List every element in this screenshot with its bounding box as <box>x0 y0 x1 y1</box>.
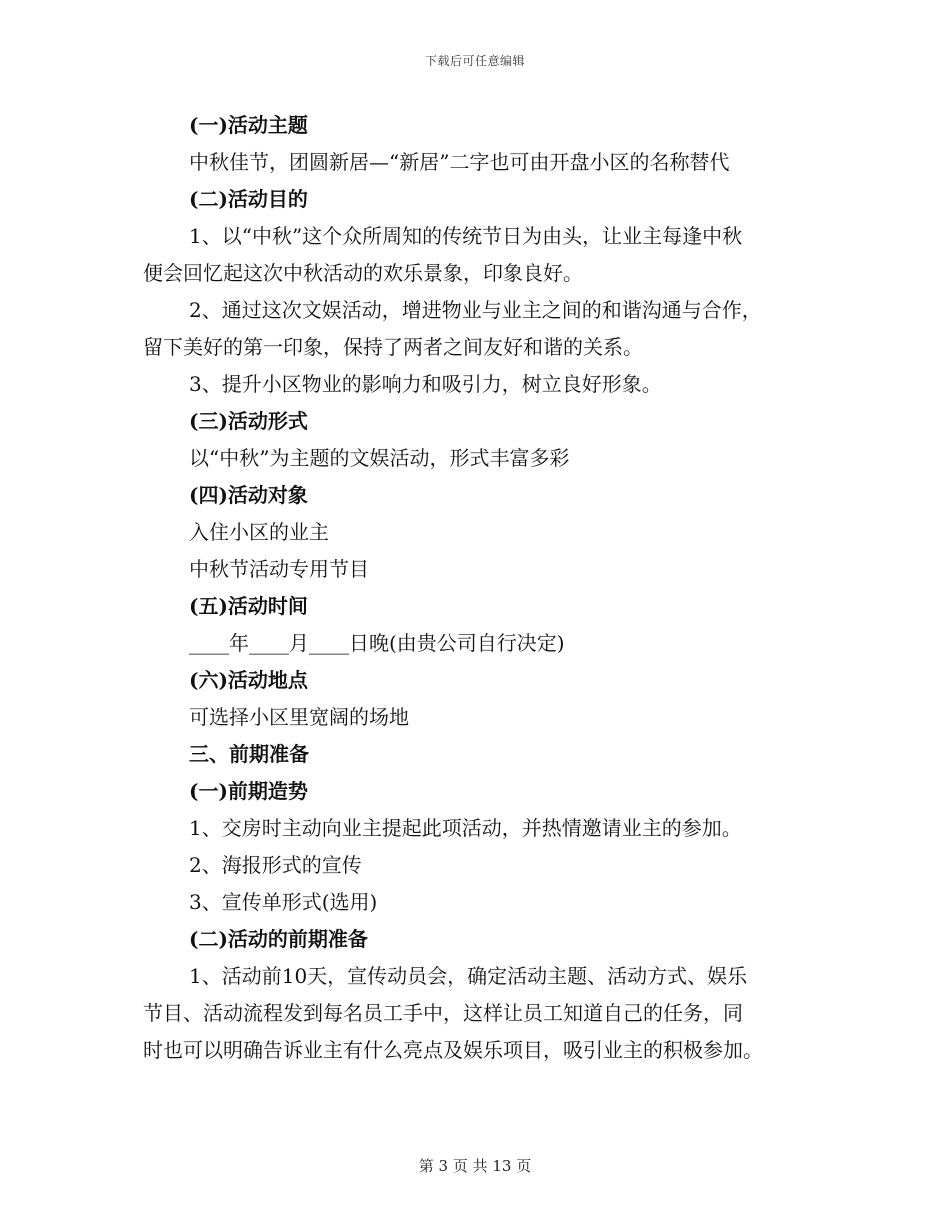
body-text-line: 1、交房时主动向业主提起此项活动，并热情邀请业主的参加。 <box>189 816 742 840</box>
page-footer: 第 3 页 共 13 页 <box>418 1157 532 1175</box>
section-heading: (六)活动地点 <box>189 668 308 692</box>
body-text-line: 3、提升小区物业的影响力和吸引力，树立良好形象。 <box>189 372 662 396</box>
body-text-line: 留下美好的第一印象，保持了两者之间友好和谐的关系。 <box>143 335 643 359</box>
page-header: 下载后可任意编辑 <box>424 54 525 68</box>
section-heading: (二)活动的前期准备 <box>189 927 368 951</box>
section-heading: 三、前期准备 <box>189 742 309 766</box>
body-text-line: 可选择小区里宽阔的场地 <box>189 705 409 729</box>
section-heading: (一)前期造势 <box>189 779 308 803</box>
body-text-line: 2、通过这次文娱活动，增进物业与业主之间的和谐沟通与合作， <box>189 298 762 322</box>
body-text-line: 3、宣传单形式(选用) <box>189 890 378 914</box>
body-text-line: 节目、活动流程发到每名员工手中，这样让员工知道自己的任务，同 <box>143 1001 743 1025</box>
section-heading: (三)活动形式 <box>189 409 308 433</box>
body-text-line: 入住小区的业主 <box>189 520 329 544</box>
body-text-line: 时也可以明确告诉业主有什么亮点及娱乐项目，吸引业主的积极参加。 <box>143 1038 763 1062</box>
body-text-line: 中秋佳节，团圆新居—“新居”二字也可由开盘小区的名称替代 <box>189 150 730 174</box>
section-heading: (二)活动目的 <box>189 187 308 211</box>
body-text-line: 1、以“中秋”这个众所周知的传统节日为由头，让业主每逢中秋 <box>189 224 743 248</box>
section-heading: (一)活动主题 <box>189 113 308 137</box>
body-text-line: 1、活动前10天，宣传动员会，确定活动主题、活动方式、娱乐 <box>189 964 748 988</box>
body-text-line: 便会回忆起这次中秋活动的欢乐景象，印象良好。 <box>143 261 583 285</box>
body-text-line: 以“中秋”为主题的文娱活动，形式丰富多彩 <box>189 446 570 470</box>
document-body <box>143 107 808 1069</box>
body-text-line: ____年____月____日晚(由贵公司自行决定) <box>189 631 565 655</box>
section-heading: (四)活动对象 <box>189 483 308 507</box>
section-heading: (五)活动时间 <box>189 594 308 618</box>
body-text-line: 中秋节活动专用节目 <box>189 557 369 581</box>
body-text-line: 2、海报形式的宣传 <box>189 853 362 877</box>
